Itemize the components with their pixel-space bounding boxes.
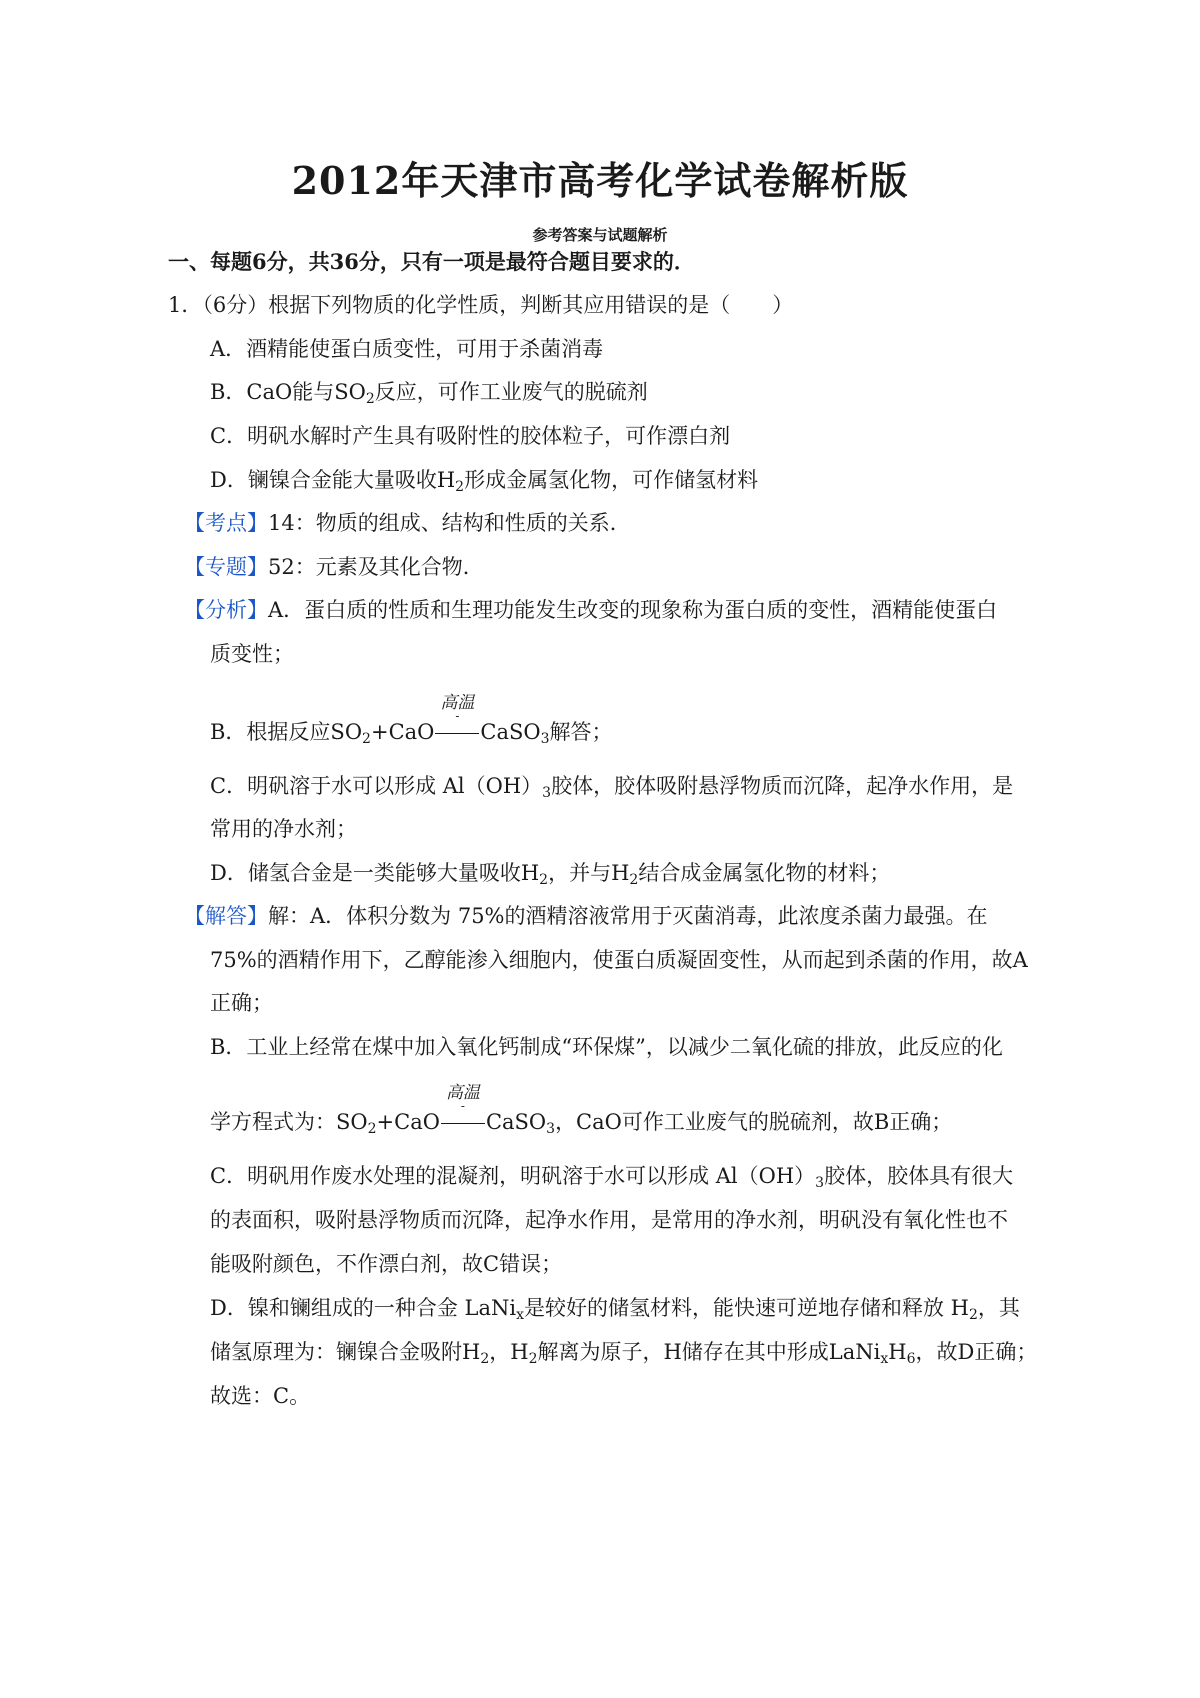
condition-label: 高温 [445,1083,480,1103]
analysis-c-line2: 常用的净水剂； [210,817,357,841]
option-c: C．明矾水解时产生具有吸附性的胶体粒子，可作漂白剂 [210,424,731,448]
analysis-a-line2: 质变性； [210,642,294,666]
answer-a-line1: 【解答】解：A．体积分数为 75%的酒精溶液常用于灭菌消毒，此浓度杀菌力最强。在 [184,904,988,928]
option-d: D．镧镍合金能大量吸收$H_2$形成金属氢化物，可作储氢材料 [210,468,759,495]
reaction-arrow: 高温 - [434,720,480,744]
answer-d-line2: 储氢原理为：镧镍合金吸附$H_2$，$H_2$解离为原子，H储存在其中形成$LaNi_xH_6$，故D正确； [210,1340,1038,1367]
answer-conclusion: 故选：C。 [210,1384,311,1408]
option-a: A．酒精能使蛋白质变性，可用于杀菌消毒 [210,337,604,361]
zhuanti-line: 【专题】52：元素及其化合物． [184,555,484,579]
document-title: 2012年天津市高考化学试卷解析版 [291,158,909,203]
kaodian-line: 【考点】14：物质的组成、结构和性质的关系． [184,511,631,535]
section-heading: 一、每题6分，共36分，只有一项是最符合题目要求的． [168,249,695,274]
question-stem: 1．（6分）根据下列物质的化学性质，判断其应用错误的是（ ） [168,293,794,317]
analysis-c-line1: C．明矾溶于水可以形成 $Al(OH)_3$胶体，胶体吸附悬浮物质而沉降，起净水作用，是 [210,774,1014,801]
fenxi-tag: 【分析】 [184,598,268,622]
answer-c-line1: C．明矾用作废水处理的混凝剂，明矾溶于水可以形成 $Al(OH)_3$胶体，胶体具有很大 [210,1164,1014,1191]
option-b: B．CaO能与$SO_2$反应，可作工业废气的脱硫剂 [210,380,648,407]
document-subtitle: 参考答案与试题解析 [532,226,668,244]
zhuanti-tag: 【专题】 [184,555,268,579]
answer-a-line3: 正确； [210,991,273,1015]
answer-c-line2: 的表面积，吸附悬浮物质而沉降，起净水作用，是常用的净水剂，明矾没有氧化性也不 [210,1208,1008,1232]
condition-label: 高温 [440,693,475,713]
answer-a-line2: 75%的酒精作用下，乙醇能渗入细胞内，使蛋白质凝固变性，从而起到杀菌的作用，故A [210,948,1028,972]
kaodian-tag: 【考点】 [184,511,268,535]
analysis-a-line1: 【分析】A．蛋白质的性质和生理功能发生改变的现象称为蛋白质的变性，酒精能使蛋白 [184,598,998,622]
answer-d-line1: D．镍和镧组成的一种合金 LaNi$_x$是较好的储氢材料，能快速可逆地存储和释放 $H_2$，其 [210,1296,1020,1323]
jieda-tag: 【解答】 [184,904,268,928]
answer-b-line1: B．工业上经常在煤中加入氧化钙制成“环保煤”，以减少二氧化硫的排放，此反应的化 [210,1035,1003,1059]
analysis-b-equation: B．根据反应$SO_2+CaO$ 高温 - CaSO$_3$解答； [210,716,613,746]
reaction-arrow: 高温 - [440,1110,486,1134]
answer-c-line3: 能吸附颜色，不作漂白剂，故C错误； [210,1252,563,1276]
analysis-d-line: D．储氢合金是一类能够大量吸收$H_2$，并与$H_2$结合成金属氢化物的材料； [210,861,891,888]
answer-b-line2: 学方程式为：$SO_2+CaO$ 高温 - CaSO$_3$，CaO可作工业废气的脱硫剂，故B正确； [210,1106,952,1136]
